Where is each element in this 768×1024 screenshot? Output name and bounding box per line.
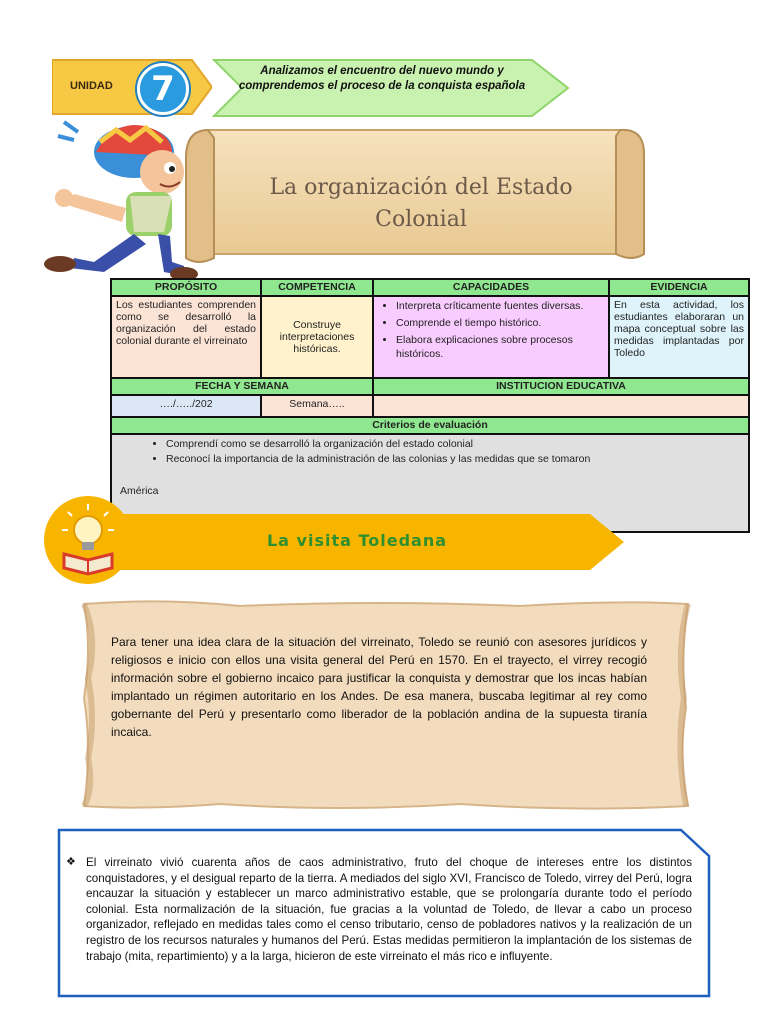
institucion-cell [373,395,749,417]
unit-number-badge: 7 [137,63,189,115]
mascot-illustration [34,112,204,282]
capacidades-cell [373,296,609,378]
fecha-cell: …./…../202 [111,395,261,417]
unit-title: Analizamos el encuentro del nuevo mundo y comprendemos el proceso de la conquista española [238,65,526,92]
info-box-text: El virreinato vivió cuarenta años de caos administrativo, fruto del choque de intereses entre los distintos conquistadores, y el desigual reparto de la tierra. A mediados del siglo XVI, Francisco de Toledo, virrey del Perú, logra encauzar la situación y establecer un marco administrativo estable, que se prolongaría durante todo el período colonial. Esta normalización de la situación, fue gracias a la voluntad de Toledo, de llevar a cabo un proceso organizador, reflejado en medidas tales como el censo tributario, censo de pobladores nativos y la realización de un registro de los recursos naturales y humanos del Perú. Estas medidas permitieron la implantación de los sistemas de trabajo (mita, repartimiento) y a la larga, hicieron de este virreinato el más rico e influyente. [86,856,692,963]
evidencia-cell: En esta actividad, los estudiantes elaboraran un mapa conceptual sobre las medidas implantadas por Toledo [609,296,749,378]
section-title: La visita Toledana [266,531,448,550]
capacidad-item: • Interpreta críticamente fuentes diversas. [396,299,604,313]
header-capacidades: CAPACIDADES [373,279,609,296]
header-fecha: FECHA Y SEMANA [111,378,373,395]
competencia-cell: Construye interpretaciones históricas. [261,296,373,378]
header-institucion: INSTITUCION EDUCATIVA [373,378,749,395]
header-proposito: PROPÓSITO [111,279,261,296]
proposito-cell: Los estudiantes comprenden como se desarrolló la organización del estado colonial durante el virreinato [111,296,261,378]
capacidad-item: • Comprende el tiempo histórico. [396,316,604,330]
diamond-bullet-icon: ❖ [66,856,76,868]
lesson-info-table [110,278,750,533]
semana-cell: Semana….. [261,395,373,417]
criterios-extra: América [120,485,159,497]
unit-label: UNIDAD [70,80,113,92]
lightbulb-book-icon [44,496,132,584]
criterio-item: • Comprendí como se desarrolló la organización del estado colonial [166,437,744,452]
header-competencia: COMPETENCIA [261,279,373,296]
header-criterios: Criterios de evaluación [111,417,749,434]
criterio-item: • Reconocí la importancia de la administración de las colonias y las medidas que se tomaron [166,452,744,467]
header-evidencia: EVIDENCIA [609,279,749,296]
capacidad-item: • Elabora explicaciones sobre procesos históricos. [396,333,604,361]
lesson-title: La organización del Estado Colonial [269,175,573,232]
parchment-text: Para tener una idea clara de la situación del virreinato, Toledo se reunió con asesores jurídicos y religiosos e inicio con ellos una visita general del Perú en 1570. En el trayecto, el virrey recogió información sobre el gobierno incaico para justificar la conquista y demostrar que los incas habían implantado un régimen autoritario en los Andes. De esa manera, buscaba legitimar al rey como gobernante del Perú y presentarlo como liberador de la población andina de la supuesta tiranía incaica. [111,635,647,739]
